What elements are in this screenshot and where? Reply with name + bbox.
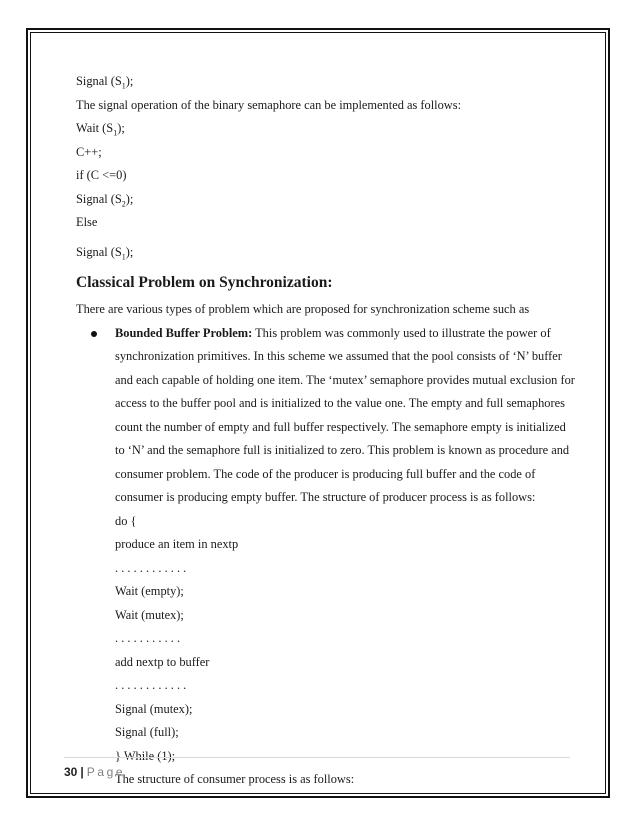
text-line: if (C <=0): [76, 168, 127, 182]
bullet-text-line: access to the buffer pool and is initialized to the value one. The empty and full semaphores: [115, 396, 565, 410]
bullet-text-line: to ‘N’ and the semaphore full is initialized to zero. This problem is known as procedure and: [115, 443, 570, 457]
text-line: Else: [76, 215, 98, 229]
code-line: do {: [115, 513, 137, 528]
text-line: Signal $(S_1)$;: [76, 244, 134, 261]
bullet-first-line: Bounded Buffer Problem: This problem was commonly used to illustrate the power of: [115, 325, 551, 340]
text-line: Signal $(S_1)$;: [76, 74, 134, 91]
bullet-text-line: and each capable of holding one item. The ‘mutex’ semaphore provides mutual exclusion for: [115, 372, 575, 387]
bullet-text-line: consumer problem. The code of the producer is producing full buffer and the code of: [115, 466, 536, 481]
code-line: produce an item in nextp: [115, 537, 239, 551]
bullet-text-line: count the number of empty and full buffer respectively. The semaphore empty is initialized: [115, 419, 566, 434]
page-number: 30: [64, 765, 78, 779]
code-line: . . . . . . . . . . . .: [115, 560, 187, 575]
code-line: The structure of consumer process is as follows:: [115, 772, 355, 786]
intro-line: There are various types of problem which are proposed for synchronization scheme such as: [76, 302, 530, 316]
code-line: } While (1);: [115, 748, 176, 763]
code-line: Signal (mutex);: [115, 701, 193, 716]
code-line: . . . . . . . . . . .: [115, 631, 181, 645]
bullet-text-line: synchronization primitives. In this scheme we assumed that the pool consists of ‘N’ buffer: [115, 349, 562, 363]
text-line: Wait $(S_1)$;: [76, 121, 125, 138]
code-line: Wait (empty);: [115, 584, 184, 598]
page-label: Page: [86, 765, 126, 779]
code-line: . . . . . . . . . . . .: [115, 678, 187, 692]
code-line: add nextp to buffer: [115, 654, 210, 669]
document-body: [76, 70, 575, 792]
text-line: The signal operation of the binary semaphore can be implemented as follows:: [76, 97, 462, 112]
text-line: C++;: [76, 144, 102, 159]
footer-separator: |: [80, 765, 84, 779]
code-line: Wait (mutex);: [115, 607, 184, 622]
section-heading: Classical Problem on Synchronization:: [76, 274, 333, 291]
bullet-term: Bounded Buffer Problem:: [115, 325, 253, 340]
text-line: Signal $(S_2)$;: [76, 191, 134, 208]
bullet-dot-icon: [91, 331, 97, 337]
page-footer: [64, 757, 570, 779]
code-line: Signal (full);: [115, 725, 179, 739]
bullet-item-bounded-buffer: [115, 322, 575, 792]
bullet-text-line: consumer is producing empty buffer. The structure of producer process is as follows:: [115, 490, 536, 504]
